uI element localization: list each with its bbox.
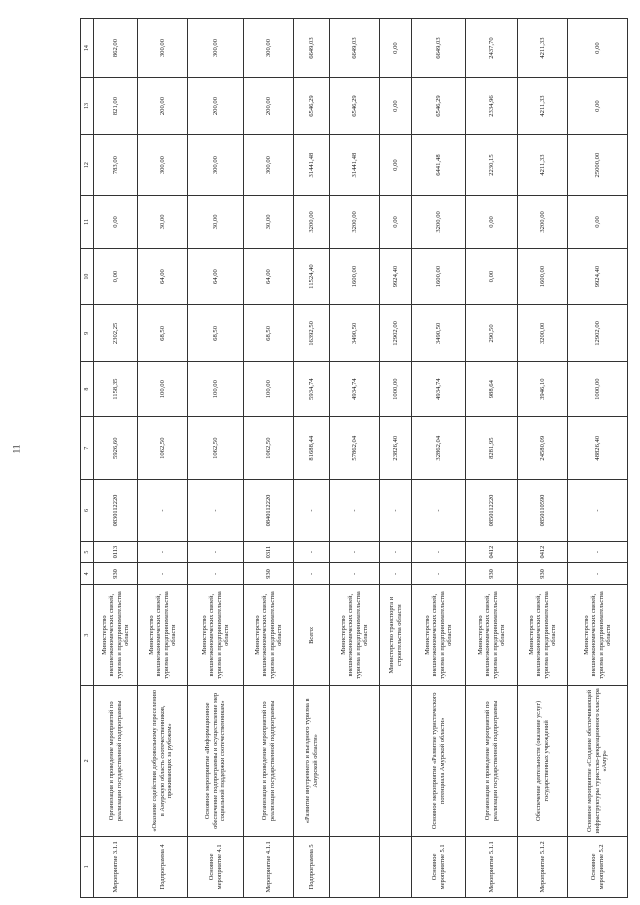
row-year-7: 300,00 (244, 19, 294, 78)
row-year-2: 16392,50 (294, 305, 330, 362)
page-number: 11 (11, 444, 22, 454)
column-header: 7 (81, 417, 94, 480)
row-year-3: 64,00 (188, 248, 244, 305)
row-csr: - (138, 480, 188, 541)
row-year-6: 200,00 (188, 78, 244, 135)
row-name (380, 685, 412, 836)
row-year-5: 4211,33 (518, 134, 568, 195)
row-year-6: 200,00 (244, 78, 294, 135)
row-code (380, 836, 412, 897)
row-grbs: - (412, 563, 466, 585)
row-year-4: 3200,00 (294, 196, 330, 248)
row-year-7: 6649,03 (294, 19, 330, 78)
column-header: 3 (81, 585, 94, 686)
row-year-2: 68,50 (188, 305, 244, 362)
row-year-7: 6649,03 (412, 19, 466, 78)
row-code: Мероприятие 3.1.1 (94, 836, 138, 897)
row-rzpr: - (188, 541, 244, 563)
row-name: Основное мероприятие «Создание обеспечивающей инфраструктуры туристско-рекреационного кластера «Амур» (568, 685, 628, 836)
row-year-7: 2437,70 (466, 19, 518, 78)
row-year-2: 2302,25 (94, 305, 138, 362)
row-year-6: 6546,29 (412, 78, 466, 135)
rotated-page (80, 18, 626, 898)
row-rzpr: 0311 (244, 541, 294, 563)
row-year-1: 100,00 (138, 362, 188, 417)
column-header: 12 (81, 134, 94, 195)
row-csr: - (188, 480, 244, 541)
row-code: Основное мероприятие 4.1 (188, 836, 244, 897)
row-year-1: 1000,00 (380, 362, 412, 417)
row-year-3: 1600,00 (518, 248, 568, 305)
row-grbs: - (188, 563, 244, 585)
row-total: 48826,40 (568, 417, 628, 480)
table-row (138, 19, 188, 898)
column-header: 13 (81, 78, 94, 135)
row-rzpr: - (568, 541, 628, 563)
row-year-3: 9924,40 (568, 248, 628, 305)
row-year-5: 6441,48 (412, 134, 466, 195)
row-year-2: 290,50 (466, 305, 518, 362)
row-year-7: 4211,33 (518, 19, 568, 78)
row-year-6: 4211,33 (518, 78, 568, 135)
row-name: «Оказание содействия добровольному переселению в Амурскую область соотечественников, проживающих за рубежом» (138, 685, 188, 836)
row-code: Мероприятие 4.1.1 (244, 836, 294, 897)
row-year-1: 4934,74 (330, 362, 380, 417)
row-rzpr: - (294, 541, 330, 563)
row-total: 5926,60 (94, 417, 138, 480)
row-total: 57862,04 (330, 417, 380, 480)
table-header-row (81, 19, 94, 898)
row-executor: Министерство внешнеэкономических связей, туризма и предпринимательства области (518, 585, 568, 686)
column-header: 11 (81, 196, 94, 248)
row-year-3: 11524,40 (294, 248, 330, 305)
row-year-6: 6546,29 (330, 78, 380, 135)
row-rzpr: - (330, 541, 380, 563)
row-name: Организация и проведение мероприятий по реализации государственной подпрограммы (466, 685, 518, 836)
row-year-5: 300,00 (138, 134, 188, 195)
row-rzpr: 0113 (94, 541, 138, 563)
row-name: Обеспечение деятельности (оказание услуг) государственных учреждений (518, 685, 568, 836)
row-year-5: 25000,00 (568, 134, 628, 195)
row-executor: Министерство внешнеэкономических связей, туризма и предпринимательства области (412, 585, 466, 686)
row-year-4: 3200,00 (330, 196, 380, 248)
column-header: 2 (81, 685, 94, 836)
row-year-5: 300,00 (188, 134, 244, 195)
row-executor: Министерство транспорта и строительства области (380, 585, 412, 686)
table-row (568, 19, 628, 898)
row-name: Основное мероприятие «Развитие туристического потенциала Амурской области» (412, 685, 466, 836)
row-year-4: 0,00 (94, 196, 138, 248)
table-row (380, 19, 412, 898)
row-year-1: 5934,74 (294, 362, 330, 417)
row-grbs: 930 (94, 563, 138, 585)
row-code: Подпрограмма 5 (294, 836, 330, 897)
row-csr: - (412, 480, 466, 541)
row-total: 32862,04 (412, 417, 466, 480)
row-total: 81688,44 (294, 417, 330, 480)
row-year-7: 6649,03 (330, 19, 380, 78)
row-year-1: 4934,74 (412, 362, 466, 417)
row-year-5: 0,00 (380, 134, 412, 195)
row-year-4: 0,00 (466, 196, 518, 248)
row-executor: Министерство внешнеэкономических связей, туризма и предпринимательства области (94, 585, 138, 686)
row-year-6: 0,00 (568, 78, 628, 135)
row-total: 8281,95 (466, 417, 518, 480)
row-csr: 0830112220 (94, 480, 138, 541)
row-name (330, 685, 380, 836)
column-header: 1 (81, 836, 94, 897)
table-row (294, 19, 330, 898)
row-year-6: 200,00 (138, 78, 188, 135)
row-grbs: - (138, 563, 188, 585)
row-grbs: - (294, 563, 330, 585)
row-year-2: 12902,00 (568, 305, 628, 362)
row-year-4: 30,00 (188, 196, 244, 248)
row-csr: - (380, 480, 412, 541)
row-year-5: 783,00 (94, 134, 138, 195)
row-year-4: 30,00 (244, 196, 294, 248)
column-header: 6 (81, 480, 94, 541)
row-year-1: 988,64 (466, 362, 518, 417)
row-grbs: 930 (466, 563, 518, 585)
row-year-2: 12902,00 (380, 305, 412, 362)
row-executor: Министерство внешнеэкономических связей, туризма и предпринимательства области (466, 585, 518, 686)
row-rzpr: 0412 (518, 541, 568, 563)
row-grbs: - (330, 563, 380, 585)
row-year-3: 64,00 (138, 248, 188, 305)
column-header: 9 (81, 305, 94, 362)
row-rzpr: 0412 (466, 541, 518, 563)
row-year-3: 9924,40 (380, 248, 412, 305)
column-header: 14 (81, 19, 94, 78)
row-rzpr: - (380, 541, 412, 563)
row-year-2: 3490,50 (330, 305, 380, 362)
row-year-2: 68,50 (138, 305, 188, 362)
row-total: 1062,50 (188, 417, 244, 480)
row-csr: 0850112220 (466, 480, 518, 541)
row-grbs: 930 (244, 563, 294, 585)
row-code: Мероприятие 5.1.2 (518, 836, 568, 897)
row-code: Мероприятие 5.1.1 (466, 836, 518, 897)
column-header: 4 (81, 563, 94, 585)
row-year-2: 3200,00 (518, 305, 568, 362)
row-year-3: 0,00 (94, 248, 138, 305)
row-total: 24580,09 (518, 417, 568, 480)
row-executor: Министерство внешнеэкономических связей, туризма и предпринимательства области (568, 585, 628, 686)
row-name: Организация и проведение мероприятий по реализации государственной подпрограммы (244, 685, 294, 836)
row-year-4: 30,00 (138, 196, 188, 248)
row-total: 1062,50 (244, 417, 294, 480)
row-year-1: 3946,10 (518, 362, 568, 417)
row-year-5: 31441,48 (294, 134, 330, 195)
row-grbs: - (380, 563, 412, 585)
row-executor: Всего: (294, 585, 330, 686)
row-year-3: 64,00 (244, 248, 294, 305)
row-rzpr: - (412, 541, 466, 563)
row-year-2: 3490,50 (412, 305, 466, 362)
column-header: 5 (81, 541, 94, 563)
row-year-5: 31441,48 (330, 134, 380, 195)
table-row (244, 19, 294, 898)
row-year-2: 68,50 (244, 305, 294, 362)
budget-table (80, 18, 628, 898)
row-year-4: 3200,00 (518, 196, 568, 248)
row-year-5: 300,00 (244, 134, 294, 195)
row-year-6: 821,00 (94, 78, 138, 135)
row-csr: 0850110590 (518, 480, 568, 541)
row-year-7: 300,00 (138, 19, 188, 78)
row-csr: - (330, 480, 380, 541)
row-year-3: 1600,00 (330, 248, 380, 305)
column-header: 10 (81, 248, 94, 305)
row-year-3: 1600,00 (412, 248, 466, 305)
row-grbs: 930 (518, 563, 568, 585)
row-year-3: 0,00 (466, 248, 518, 305)
row-total: 23826,40 (380, 417, 412, 480)
table-row (518, 19, 568, 898)
row-code: Основное мероприятие 5.1 (412, 836, 466, 897)
row-csr: - (568, 480, 628, 541)
row-total: 1062,50 (138, 417, 188, 480)
row-executor: Министерство внешнеэкономических связей, туризма и предпринимательства области (188, 585, 244, 686)
row-csr: 0840112220 (244, 480, 294, 541)
row-year-7: 862,00 (94, 19, 138, 78)
table-row (412, 19, 466, 898)
row-year-6: 0,00 (380, 78, 412, 135)
table-row (466, 19, 518, 898)
row-executor: Министерство внешнеэкономических связей, туризма и предпринимательства области (138, 585, 188, 686)
row-year-7: 0,00 (380, 19, 412, 78)
table-row (188, 19, 244, 898)
row-code: Подпрограмма 4 (138, 836, 188, 897)
row-grbs: - (568, 563, 628, 585)
row-year-7: 0,00 (568, 19, 628, 78)
row-rzpr: - (138, 541, 188, 563)
row-name: «Развитие внутреннего и въездного туризма в Амурской области» (294, 685, 330, 836)
column-header: 8 (81, 362, 94, 417)
row-year-7: 300,00 (188, 19, 244, 78)
table-row (330, 19, 380, 898)
row-year-1: 1158,35 (94, 362, 138, 417)
row-year-1: 100,00 (244, 362, 294, 417)
row-year-4: 0,00 (568, 196, 628, 248)
row-year-4: 3200,00 (412, 196, 466, 248)
row-code: Основное мероприятие 5.2 (568, 836, 628, 897)
table-row (94, 19, 138, 898)
row-year-1: 1000,00 (568, 362, 628, 417)
row-csr: - (294, 480, 330, 541)
row-executor: Министерство внешнеэкономических связей, туризма и предпринимательства области (244, 585, 294, 686)
row-year-1: 100,00 (188, 362, 244, 417)
row-year-6: 2334,96 (466, 78, 518, 135)
row-code (330, 836, 380, 897)
row-year-4: 0,00 (380, 196, 412, 248)
row-name: Организация и проведение мероприятий по реализации государственной подпрограммы (94, 685, 138, 836)
row-year-5: 2230,15 (466, 134, 518, 195)
row-name: Основное мероприятие «Информационное обеспечение подпрограммы и осуществление мер социальной поддержки соотечественникам» (188, 685, 244, 836)
row-year-6: 6546,29 (294, 78, 330, 135)
row-executor: Министерство внешнеэкономических связей, туризма и предпринимательства области (330, 585, 380, 686)
